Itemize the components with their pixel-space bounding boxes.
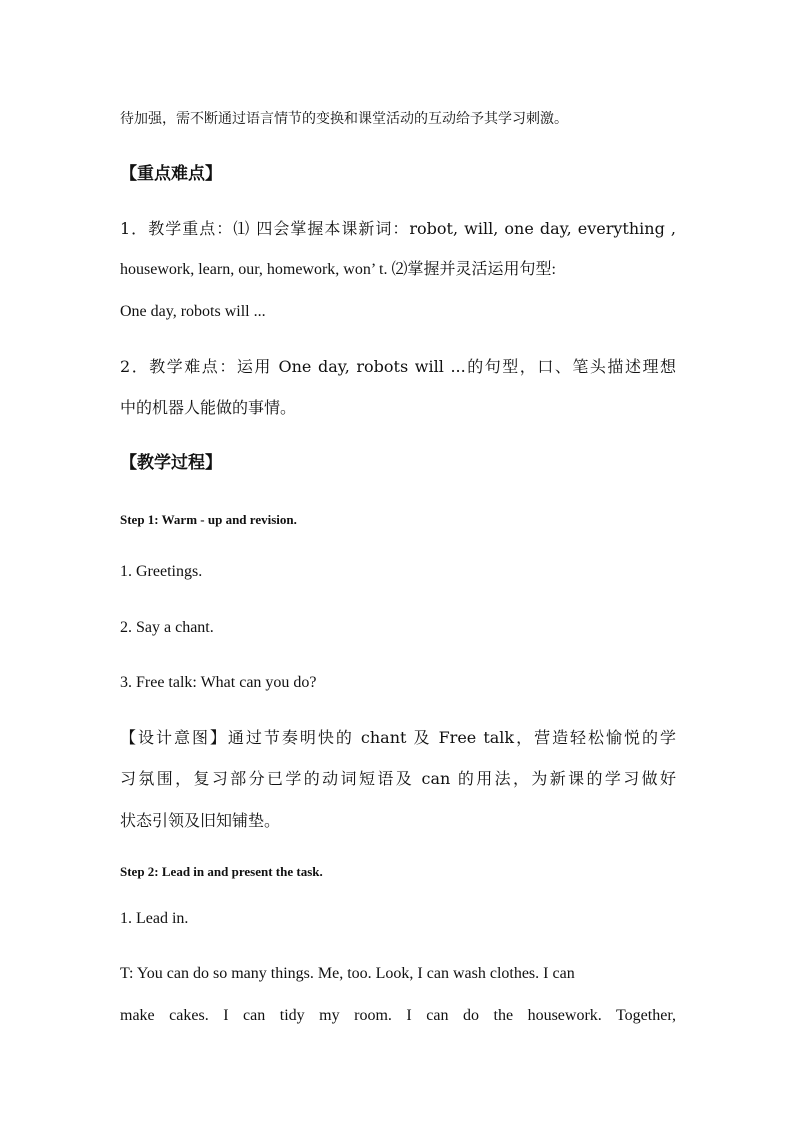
list-item: 2. Say a chant.: [120, 619, 214, 636]
list-item: 3. Free talk: What can you do?: [120, 674, 317, 691]
step-heading: Step 1: Warm - up and revision.: [120, 512, 297, 527]
paragraph-line: 1．教学重点：⑴ 四会掌握本课新词：robot, will, one day, everything ,: [120, 219, 676, 238]
paragraph-line: 习氛围，复习部分已学的动词短语及 can 的用法，为新课的学习做好: [120, 769, 676, 788]
paragraph-line: T: You can do so many things. Me, too. Look, I can wash clothes. I can: [120, 965, 575, 982]
list-item: 1. Lead in.: [120, 910, 189, 927]
paragraph-line: One day, robots will ...: [120, 303, 266, 320]
paragraph-line: 状态引领及旧知铺垫。: [120, 811, 281, 830]
paragraph-line: 中的机器人能做的事情。: [120, 398, 297, 417]
paragraph-line: make cakes. I can tidy my room. I can do the housework. Together,: [120, 1007, 676, 1024]
step-heading: Step 2: Lead in and present the task.: [120, 864, 323, 879]
paragraph-line: 2．教学难点：运用 One day, robots will ...的句型，口、笔头描述理想: [120, 357, 676, 376]
paragraph-line: housework, learn, our, homework, won’ t. ⑵掌握并灵活运用句型:: [120, 261, 556, 278]
section-heading-key-points: 【重点难点】: [120, 164, 222, 184]
paragraph-line: 【设计意图】通过节奏明快的 chant 及 Free talk，营造轻松愉悦的学: [120, 728, 676, 747]
list-item: 1. Greetings.: [120, 563, 203, 580]
section-heading-teaching-process: 【教学过程】: [120, 453, 222, 473]
paragraph-line: 待加强，需不断通过语言情节的变换和课堂活动的互动给予其学习刺激。: [120, 111, 568, 127]
